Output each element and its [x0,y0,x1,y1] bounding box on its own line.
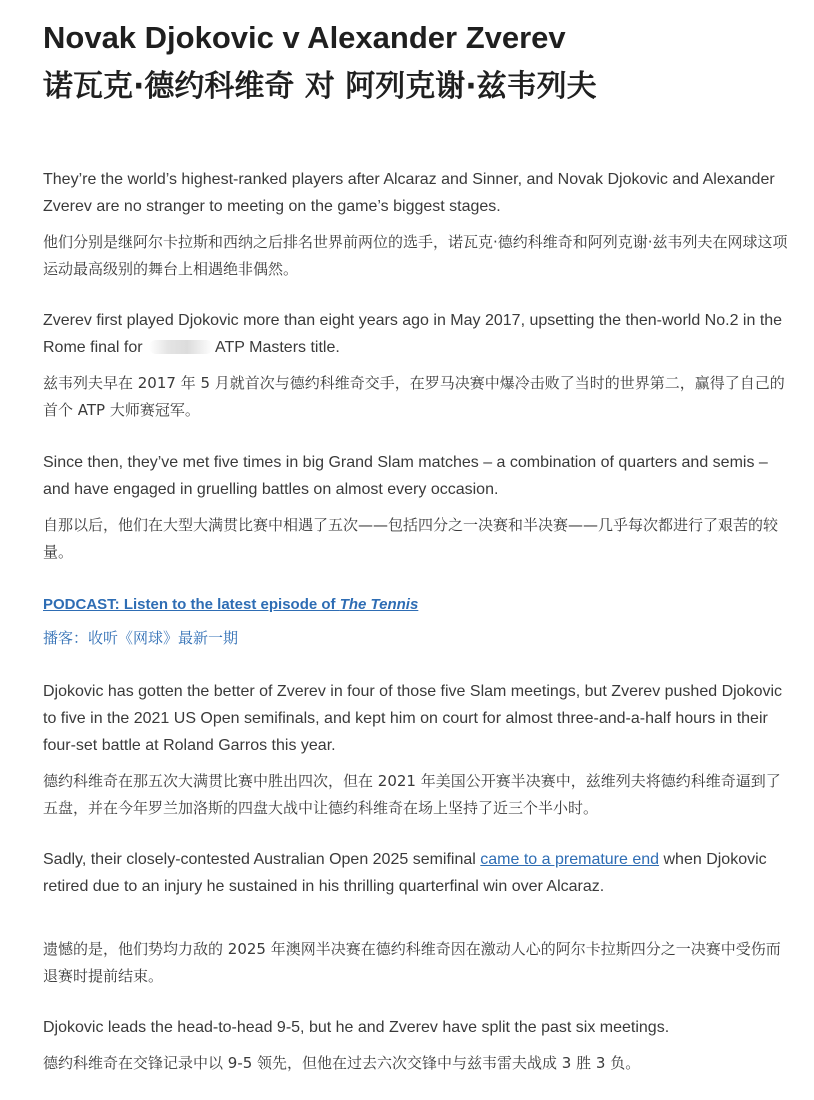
premature-end-link[interactable]: came to a premature end [480,851,660,868]
paragraph-2-en-part-a: Zverev first played Djokovic more than eight years ago in May 2017, upsetting the then-world No.2 in the Rome final for [43,312,783,356]
page-title-en: Novak Djokovic v Alexander Zverev [43,20,566,55]
paragraph-6-en: Djokovic leads the head-to-head 9-5, but he and Zverev have split the past six meetings. [43,1019,670,1036]
paragraph-3-en: Since then, they’ve met five times in big Grand Slam matches – a combination of quarters and semis – and have engaged in gruelling battles on almost every occasion. [43,454,768,498]
paragraph-5-en-part-b: when Djokovic retired due to an injury he sustained in his thrilling quarterfinal win over Alcaraz. [43,851,767,895]
paragraph-5-zh: 遗憾的是，他们势均力敌的 2025 年澳网半决赛在德约科维奇因在激动人心的阿尔卡拉斯四分之一决赛中受伤而退赛时提前结束。 [43,940,781,985]
paragraph-5-en-part-a: Sadly, their closely-contested Australian Open 2025 semifinal [43,851,481,868]
paragraph-1-en: They’re the world’s highest-ranked players after Alcaraz and Sinner, and Novak Djokovic and Alexander Zverev are no stranger to meeting on the game’s biggest stages. [43,171,775,215]
podcast-link[interactable] [43,596,418,613]
podcast-en [43,591,788,618]
page-title-zh: 诺瓦克·德约科维奇 对 阿列克谢·兹韦列夫 [43,69,597,104]
paragraph-4-zh: 德约科维奇在那五次大满贯比赛中胜出四次，但在 2021 年美国公开赛半决赛中，兹维列夫将德约科维奇逼到了五盘，并在今年罗兰加洛斯的四盘大战中让德约科维奇在场上坚持了近三个半小时。 [43,772,781,817]
paragraph-2-en-part-b: ATP Masters title. [215,339,340,356]
paragraph-3-zh: 自那以后，他们在大型大满贯比赛中相遇了五次——包括四分之一决赛和半决赛——几乎每次都进行了艰苦的较量。 [43,516,779,561]
paragraph-2-zh: 兹韦列夫早在 2017 年 5 月就首次与德约科维奇交手，在罗马决赛中爆冷击败了当时的世界第二，赢得了自己的首个 ATP 大师赛冠军。 [43,374,785,419]
paragraph-6-zh: 德约科维奇在交锋记录中以 9-5 领先，但他在过去六次交锋中与兹韦雷夫战成 3 胜 3 负。 [43,1054,641,1072]
paragraph-1-zh: 他们分别是继阿尔卡拉斯和西纳之后排名世界前两位的选手，诺瓦克·德约科维奇和阿列克谢·兹韦列夫在网球这项运动最高级别的舞台上相遇绝非偶然。 [43,233,788,278]
paragraph-5-en [43,846,788,900]
redacted-blur [149,340,213,354]
podcast-link-title: The Tennis [339,596,419,613]
podcast-link-prefix: PODCAST: Listen to the latest episode of [43,596,340,613]
paragraph-2-en [43,307,788,361]
paragraph-4-en: Djokovic has gotten the better of Zverev in four of those five Slam meetings, but Zverev pushed Djokovic to five in the 2021 US Open semifinals, and kept him on court for almost three-and-a-half hours in their four-set battle at Roland Garros this year. [43,683,783,754]
podcast-zh[interactable]: 播客：收听《网球》最新一期 [43,629,239,647]
